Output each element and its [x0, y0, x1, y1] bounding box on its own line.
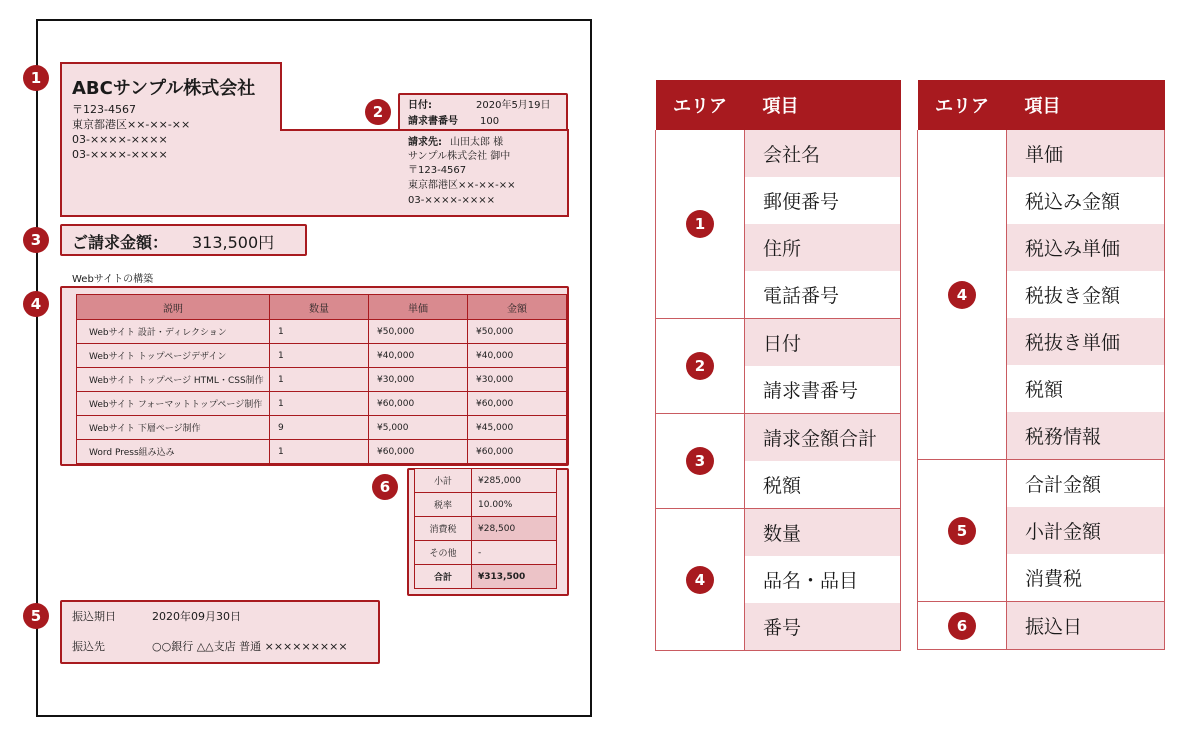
- totals-row: [415, 469, 557, 493]
- table-row: [77, 440, 567, 464]
- item-unit-price: ¥60,000: [369, 440, 468, 464]
- area-badge-2: 2: [365, 99, 391, 125]
- legend-right-header-area: エリア: [918, 80, 1007, 130]
- legend-left: [655, 80, 901, 651]
- totals-row: [415, 517, 557, 541]
- item-unit-price: ¥30,000: [369, 368, 468, 392]
- legend-item: 消費税: [1007, 554, 1165, 602]
- legend-badge: 1: [686, 210, 714, 238]
- legend-item: 住所: [745, 224, 901, 271]
- project-title: Webサイトの構築: [72, 274, 154, 285]
- legend-row: [918, 130, 1165, 177]
- legend-item: 税抜き単価: [1007, 318, 1165, 365]
- grand-total-value: ¥313,500: [472, 565, 557, 589]
- company-address: 東京都港区××-××-××: [72, 118, 191, 131]
- legend-row: [656, 509, 901, 557]
- item-description: Webサイト フォーマットトップページ制作: [77, 392, 270, 416]
- billto-label: 請求先:: [408, 137, 442, 148]
- item-unit-price: ¥50,000: [369, 320, 468, 344]
- subtotal-label: 小計: [415, 469, 472, 493]
- area-badge-4: 4: [23, 291, 49, 317]
- legend-item: 会社名: [745, 130, 901, 177]
- invoice-number-value: 100: [480, 116, 500, 127]
- other-value: -: [472, 541, 557, 565]
- legend-row: [918, 460, 1165, 508]
- item-description: Webサイト 下層ページ制作: [77, 416, 270, 440]
- item-unit-price: ¥60,000: [369, 392, 468, 416]
- area-badge-5: 5: [23, 603, 49, 629]
- item-quantity: 1: [270, 344, 369, 368]
- legend-item: 合計金額: [1007, 460, 1165, 508]
- items-header-row: [77, 295, 567, 320]
- item-quantity: 9: [270, 416, 369, 440]
- company-fax: 03-××××-××××: [72, 148, 168, 161]
- legend-area-cell: [656, 319, 745, 414]
- due-date-label: 振込期日: [72, 610, 116, 623]
- legend-left-header-item: 項目: [745, 80, 901, 130]
- legend-area-cell: [656, 509, 745, 651]
- tax-rate-label: 税率: [415, 493, 472, 517]
- item-unit-price: ¥5,000: [369, 416, 468, 440]
- item-description: Webサイト 設計・ディレクション: [77, 320, 270, 344]
- total-label: ご請求金額：: [72, 233, 169, 252]
- table-row: [77, 392, 567, 416]
- items-header-description: 説明: [77, 295, 270, 320]
- area-badge-1: 1: [23, 65, 49, 91]
- company-postal: 〒123-4567: [72, 103, 136, 116]
- legend-right: [917, 80, 1165, 650]
- bank-label: 振込先: [72, 640, 105, 653]
- legend-item: 単価: [1007, 130, 1165, 177]
- legend-item: 税込み単価: [1007, 224, 1165, 271]
- legend-left-header-area: エリア: [656, 80, 745, 130]
- legend-item: 番号: [745, 603, 901, 651]
- legend-item: 日付: [745, 319, 901, 367]
- table-row: [77, 320, 567, 344]
- legend-item: 振込日: [1007, 602, 1165, 650]
- totals-row: [415, 541, 557, 565]
- item-amount: ¥50,000: [468, 320, 567, 344]
- legend-badge: 6: [948, 612, 976, 640]
- item-description: Webサイト トップページデザイン: [77, 344, 270, 368]
- billto-company: サンプル株式会社 御中: [408, 151, 511, 162]
- billto-name: 山田太郎 様: [450, 137, 504, 148]
- legend-area-cell: [918, 460, 1007, 602]
- legend-left-header: [656, 80, 901, 130]
- items-header-amount: 金額: [468, 295, 567, 320]
- legend-row: [918, 602, 1165, 650]
- legend-item: 電話番号: [745, 271, 901, 319]
- legend-row: [656, 130, 901, 177]
- invoice-number-label: 請求書番号: [408, 116, 458, 127]
- items-header-unit-price: 単価: [369, 295, 468, 320]
- legend-badge: 5: [948, 517, 976, 545]
- legend-item: 税抜き金額: [1007, 271, 1165, 318]
- legend-right-header: [918, 80, 1165, 130]
- other-label: その他: [415, 541, 472, 565]
- billto-phone: 03-××××-××××: [408, 195, 495, 206]
- legend-item: 品名・品目: [745, 556, 901, 603]
- item-amount: ¥40,000: [468, 344, 567, 368]
- item-quantity: 1: [270, 440, 369, 464]
- legend-badge: 2: [686, 352, 714, 380]
- item-description: Webサイト トップページ HTML・CSS制作: [77, 368, 270, 392]
- subtotal-value: ¥285,000: [472, 469, 557, 493]
- item-amount: ¥30,000: [468, 368, 567, 392]
- legend-area-cell: [656, 414, 745, 509]
- legend-badge: 4: [686, 566, 714, 594]
- billto-postal: 〒123-4567: [408, 165, 467, 176]
- legend-badge: 3: [686, 447, 714, 475]
- legend-item: 税額: [1007, 365, 1165, 412]
- area-badge-6: 6: [372, 474, 398, 500]
- legend-item: 郵便番号: [745, 177, 901, 224]
- company-phone: 03-××××-××××: [72, 133, 168, 146]
- consumption-tax-value: ¥28,500: [472, 517, 557, 541]
- legend-item: 請求金額合計: [745, 414, 901, 462]
- item-quantity: 1: [270, 320, 369, 344]
- company-name: ABCサンプル株式会社: [72, 78, 256, 99]
- item-description: Word Press組み込み: [77, 440, 270, 464]
- legend-item: 数量: [745, 509, 901, 557]
- table-row: [77, 416, 567, 440]
- legend-row: [656, 319, 901, 367]
- table-row: [77, 344, 567, 368]
- legend-item: 税務情報: [1007, 412, 1165, 460]
- legend-item: 税額: [745, 461, 901, 509]
- item-amount: ¥45,000: [468, 416, 567, 440]
- item-amount: ¥60,000: [468, 392, 567, 416]
- legend-item: 請求書番号: [745, 366, 901, 414]
- items-table: [76, 294, 567, 464]
- total-value: 313,500円: [192, 233, 275, 252]
- legend-area-cell: [656, 130, 745, 319]
- legend-badge: 4: [948, 281, 976, 309]
- legend-area-cell: [918, 130, 1007, 460]
- due-date-value: 2020年09月30日: [152, 610, 241, 623]
- totals-row: [415, 565, 557, 589]
- date-value: 2020年5月19日: [476, 100, 551, 111]
- legend-right-header-item: 項目: [1007, 80, 1165, 130]
- item-quantity: 1: [270, 368, 369, 392]
- area-badge-3: 3: [23, 227, 49, 253]
- item-quantity: 1: [270, 392, 369, 416]
- legend-area-cell: [918, 602, 1007, 650]
- totals-table: [414, 468, 557, 589]
- item-amount: ¥60,000: [468, 440, 567, 464]
- legend-item: 小計金額: [1007, 507, 1165, 554]
- bank-value: ○○銀行 △△支店 普通 ×××××××××: [152, 640, 348, 653]
- totals-row: [415, 493, 557, 517]
- table-row: [77, 368, 567, 392]
- tax-rate-value: 10.00%: [472, 493, 557, 517]
- legend-item: 税込み金額: [1007, 177, 1165, 224]
- item-unit-price: ¥40,000: [369, 344, 468, 368]
- billto-address: 東京都港区××-××-××: [408, 180, 516, 191]
- grand-total-label: 合計: [415, 565, 472, 589]
- items-header-quantity: 数量: [270, 295, 369, 320]
- consumption-tax-label: 消費税: [415, 517, 472, 541]
- date-label: 日付:: [408, 100, 432, 111]
- legend-row: [656, 414, 901, 462]
